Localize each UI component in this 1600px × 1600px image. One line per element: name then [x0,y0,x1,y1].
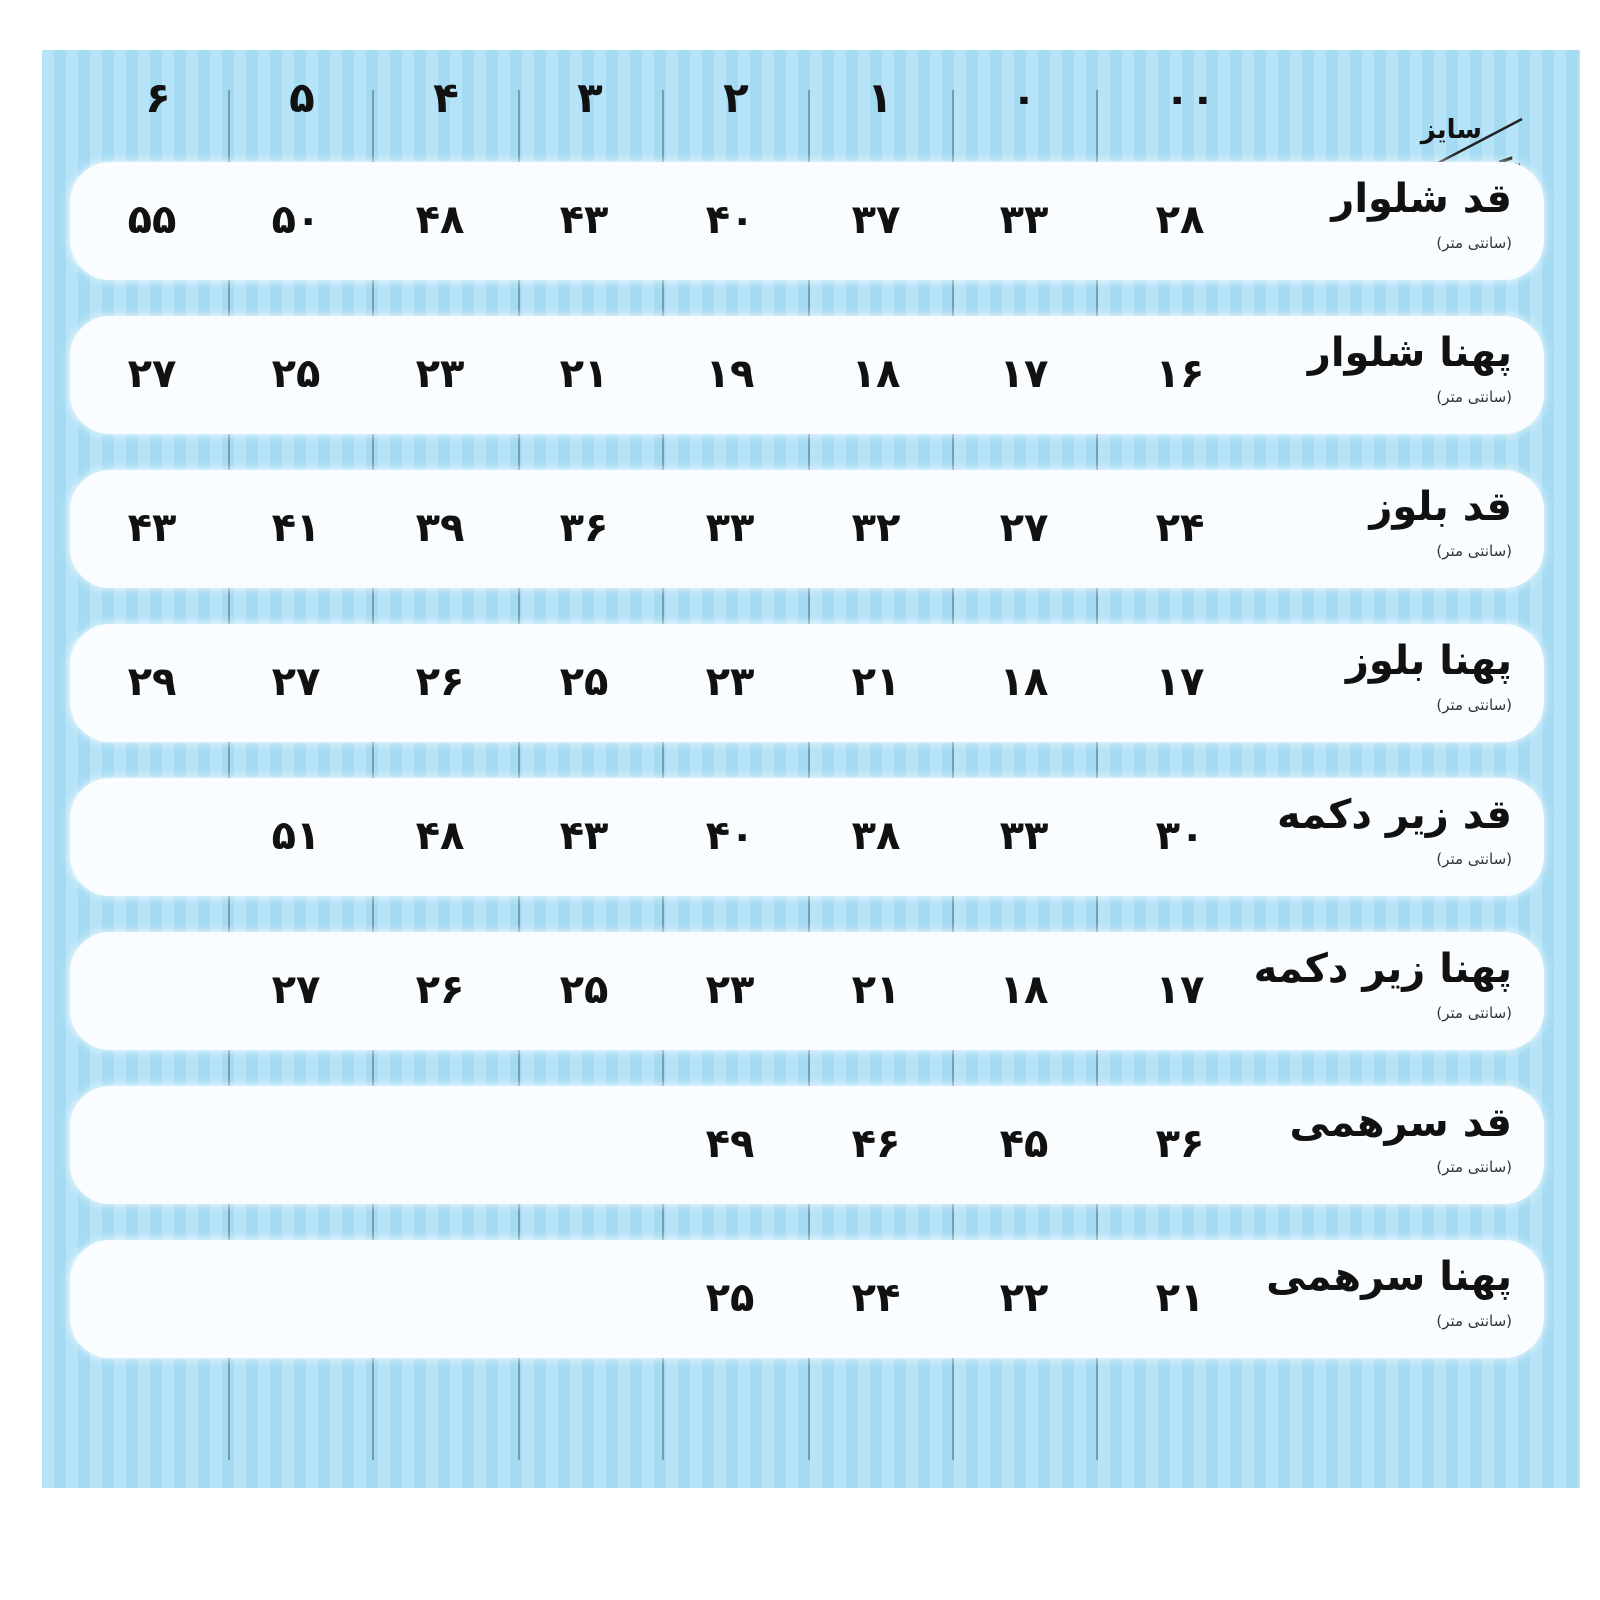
table-cell: ۳۳ [999,813,1049,859]
table-row [70,162,1544,280]
table-cell: ۱۹ [705,351,755,397]
table-cell: ۲۴ [1155,505,1205,551]
table-cell: ۲۵ [559,659,609,705]
table-cell: ۲۱ [559,351,609,397]
table-cell: ۲۹ [127,659,177,705]
row-unit: (سانتی متر) [1436,850,1512,868]
table-cell: ۵۰ [271,197,321,243]
table-row [70,778,1544,896]
table-cell: ۲۱ [851,659,901,705]
table-cell: ۴۰ [705,813,755,859]
row-unit: (سانتی متر) [1436,1312,1512,1330]
table-cell: ۴۸ [415,813,465,859]
table-cell: ۲۳ [705,967,755,1013]
table-cell: ۴۳ [127,505,177,551]
table-cell: ۳۲ [851,505,901,551]
table-cell: ۵۱ [271,813,321,859]
table-cell: ۱۷ [1155,659,1205,705]
table-cell: ۱۷ [1155,967,1205,1013]
table-cell: ۲۳ [415,351,465,397]
size-header-0: ۰ [1011,73,1037,122]
table-cell: ۴۳ [559,813,609,859]
table-cell: ۳۰ [1155,813,1205,859]
table-cell: ۳۶ [1155,1121,1205,1167]
table-cell: ۳۹ [415,505,465,551]
size-header-00: ۰۰ [1164,73,1216,122]
row-unit: (سانتی متر) [1436,388,1512,406]
table-row [70,624,1544,742]
table-cell: ۳۳ [999,197,1049,243]
table-cell: ۲۷ [271,967,321,1013]
row-unit: (سانتی متر) [1436,542,1512,560]
size-header-1: ۱ [867,73,893,122]
table-cell: ۲۵ [559,967,609,1013]
size-header-5: ۵ [289,73,315,122]
table-cell: ۳۸ [851,813,901,859]
table-cell: ۲۶ [415,967,465,1013]
table-cell: ۲۷ [127,351,177,397]
table-cell: ۲۷ [271,659,321,705]
table-cell: ۴۹ [705,1121,755,1167]
table-cell: ۱۶ [1155,351,1205,397]
table-cell: ۲۲ [999,1275,1049,1321]
size-header-6: ۶ [145,73,171,122]
size-header-2: ۲ [723,73,749,122]
table-cell: ۲۷ [999,505,1049,551]
table-cell: ۱۸ [851,351,901,397]
table-cell: ۳۳ [705,505,755,551]
row-label: قد زیر دکمه [1277,792,1512,838]
table-cell: ۳۶ [559,505,609,551]
row-unit: (سانتی متر) [1436,234,1512,252]
table-cell: ۲۵ [271,351,321,397]
row-label: پهنا سرهمی [1266,1254,1512,1300]
row-label: پهنا بلوز [1345,638,1512,684]
row-label: پهنا زیر دکمه [1253,946,1512,992]
row-label: قد شلوار [1331,176,1512,222]
table-cell: ۱۸ [999,659,1049,705]
table-cell: ۲۳ [705,659,755,705]
table-cell: ۲۱ [851,967,901,1013]
table-cell: ۱۷ [999,351,1049,397]
row-label: قد سرهمی [1289,1100,1512,1146]
size-header-4: ۴ [433,73,459,122]
row-label: قد بلوز [1369,484,1512,530]
table-cell: ۴۵ [999,1121,1049,1167]
table-cell: ۲۱ [1155,1275,1205,1321]
table-row [70,1240,1544,1358]
table-row [70,932,1544,1050]
table-cell: ۴۳ [559,197,609,243]
row-unit: (سانتی متر) [1436,1004,1512,1022]
table-cell: ۱۸ [999,967,1049,1013]
table-cell: ۴۶ [851,1121,901,1167]
table-row [70,1086,1544,1204]
size-header-3: ۳ [577,73,603,122]
table-cell: ۴۸ [415,197,465,243]
table-cell: ۵۵ [127,197,177,243]
table-cell: ۲۴ [851,1275,901,1321]
table-cell: ۳۷ [851,197,901,243]
table-cell: ۲۸ [1155,197,1205,243]
table-cell: ۴۱ [271,505,321,551]
table-cell: ۲۵ [705,1275,755,1321]
row-unit: (سانتی متر) [1436,1158,1512,1176]
row-unit: (سانتی متر) [1436,696,1512,714]
row-label: پهنا شلوار [1307,330,1512,376]
corner-size-label: سایز [1420,115,1482,145]
table-cell: ۴۰ [705,197,755,243]
table-cell: ۲۶ [415,659,465,705]
table-row [70,470,1544,588]
table-row [70,316,1544,434]
